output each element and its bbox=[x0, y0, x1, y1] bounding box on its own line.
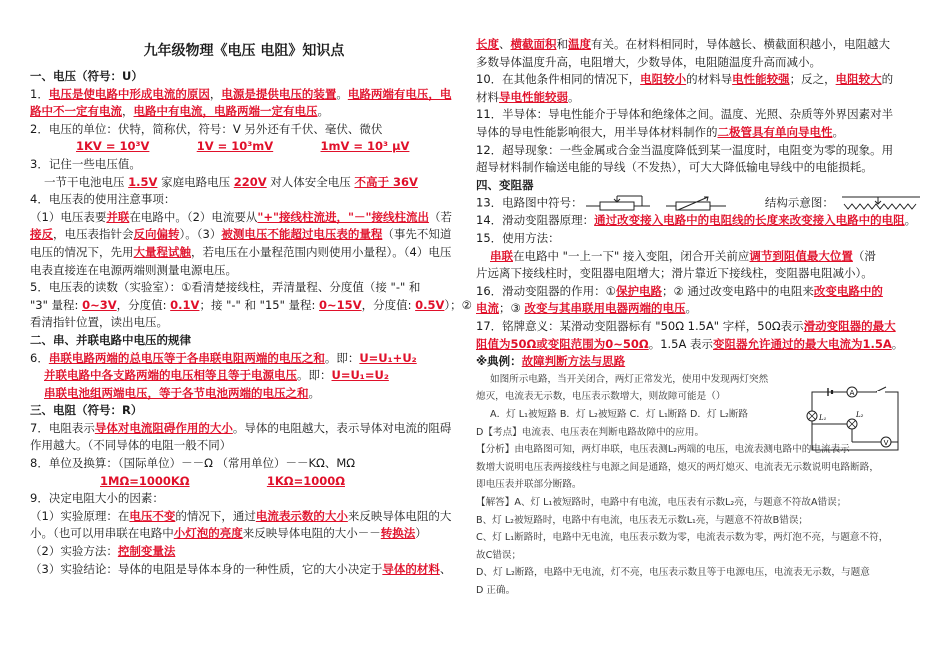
paragraph-6b bbox=[30, 367, 458, 385]
highlight: 串联电路两端的总电压等于各串联电阻两端的电压之和 bbox=[48, 350, 325, 365]
text: ；反之， bbox=[789, 72, 836, 87]
highlight: 转换法 bbox=[380, 526, 416, 541]
example-line-13: D 正确。 bbox=[476, 584, 516, 596]
highlight: 串联电池组两端电压，等于各节电池两端的电压之和 bbox=[44, 385, 309, 400]
circuit-diagram bbox=[806, 384, 906, 456]
text: 有关。在材料相同时，导体越长、横截面积越小，电阻越大 bbox=[591, 37, 890, 51]
highlight: 电流 bbox=[476, 301, 499, 316]
text: 。 bbox=[685, 301, 697, 316]
paragraph-15c: 片远离下接线柱时，变阻器电阻增大；滑片靠近下接线柱，变阻器电阻减小）。 bbox=[476, 266, 873, 281]
conversion: 1KΩ=1000Ω bbox=[266, 473, 345, 488]
text: 。 bbox=[317, 104, 329, 119]
text: ） bbox=[415, 526, 427, 541]
rheostat-structure-icon bbox=[838, 194, 924, 212]
example-line-9: B、灯 L₂被短路时，电路中有电流，电压表无示数L₁亮，与题意不符故B错误； bbox=[476, 514, 808, 526]
text: ，电压表指针会 bbox=[53, 227, 134, 242]
highlight: 接反 bbox=[30, 227, 53, 242]
value: 0.1V bbox=[170, 297, 200, 312]
highlight: 改变与其串联用电器两端的电压 bbox=[524, 301, 686, 316]
paragraph-2: 2．电压的单位：伏特，简称伏，符号：V 另外还有千伏、毫伏、微伏 bbox=[30, 121, 383, 136]
text: 小。（也可以用串联在电路中 bbox=[30, 526, 174, 541]
highlight: 变阻器允许通过的最大电流为1.5A bbox=[713, 336, 892, 351]
paragraph-4b bbox=[30, 226, 458, 244]
text: ※典例： bbox=[476, 354, 522, 369]
text: ，分度值: bbox=[116, 297, 171, 312]
text: 家庭电路电压 bbox=[157, 174, 234, 189]
text: 14．滑动变阻器原理： bbox=[476, 213, 595, 228]
conversion: 1mV = 10³ μV bbox=[320, 139, 410, 154]
conversion: 1KV = 10³V bbox=[76, 139, 150, 154]
text: （3）实验结论：导体的电阻是导体本身的一种性质，它的大小决定于 bbox=[30, 561, 383, 576]
text: ，若电压在小量程范围内则使用小量程）。（4）电压 bbox=[191, 244, 452, 259]
highlight: 并联电路中各支路两端的电压相等且等于电源电压 bbox=[44, 368, 297, 383]
voltmeter-label: V bbox=[883, 439, 889, 447]
text: 。 bbox=[832, 124, 844, 139]
lamp-2-label: L₂ bbox=[856, 411, 864, 419]
text: （2）实验方法： bbox=[30, 544, 118, 559]
text: 对人体安全电压 bbox=[266, 174, 355, 189]
text: ；② 通过改变电路中的电阻来 bbox=[661, 283, 814, 298]
lamp-1-label: L₁ bbox=[819, 414, 827, 422]
highlight: 电压不变 bbox=[129, 508, 176, 523]
example-line-5: 【分析】由电路图可知，两灯串联，电压表测L₂两端的电压，电流表测电路中的电流表示 bbox=[476, 444, 850, 456]
value: 0~3V bbox=[82, 297, 117, 312]
ammeter-label: A bbox=[849, 389, 855, 397]
text: 。 bbox=[904, 213, 917, 228]
section-voltage-heading: 一、电压（符号：U） bbox=[30, 69, 143, 83]
highlight: 电压是使电路中形成电流的原因 bbox=[48, 86, 210, 101]
paragraph-4c bbox=[30, 244, 458, 262]
highlight: 电阻较大 bbox=[835, 72, 882, 87]
highlight: 二极管具有单向导电性 bbox=[717, 124, 833, 139]
text: 电压的情况下，先用 bbox=[30, 244, 134, 259]
paragraph-17 bbox=[476, 318, 906, 336]
highlight: 电阻较小 bbox=[640, 72, 687, 87]
text: 的情况下，通过 bbox=[175, 508, 256, 523]
paragraph-4a bbox=[30, 209, 458, 227]
highlight: 控制变量法 bbox=[117, 544, 176, 559]
highlight: 保护电路 bbox=[615, 283, 662, 298]
highlight: 小灯泡的亮度 bbox=[173, 526, 243, 541]
highlight: 串联 bbox=[490, 248, 513, 263]
text: ， bbox=[122, 104, 134, 119]
paragraph-16b bbox=[476, 300, 906, 318]
highlight: 反向偏转 bbox=[133, 227, 180, 242]
paragraph-8: 8．单位及换算：（国际单位）－－Ω （常用单位）－－KΩ、MΩ bbox=[30, 456, 356, 471]
section-resistance-heading: 三、电阻（符号：R） bbox=[30, 403, 143, 418]
example-line-2: 熄灭，电流表无示数，电压表示数增大，则故障可能是（） bbox=[476, 391, 726, 403]
paragraph-9d bbox=[30, 561, 458, 579]
example-line-12: D、灯 L₂断路，电路中无电流，灯不亮，电压表示数且等于电源电压，电流表无示数，与题意 bbox=[476, 567, 870, 579]
text: 。导体的电阻越大，表示导体对电流的阻碍 bbox=[232, 420, 452, 435]
highlight: 温度 bbox=[568, 37, 591, 51]
text: 和 bbox=[556, 37, 568, 51]
text: 、 bbox=[499, 37, 511, 51]
example-heading bbox=[476, 353, 906, 371]
section-rheostat-heading: 四、变阻器 bbox=[476, 177, 534, 192]
rheostat-symbol-icon bbox=[586, 195, 652, 211]
value: 1.5V bbox=[128, 174, 158, 189]
value: 0~15V bbox=[319, 297, 362, 312]
text: 6． bbox=[30, 350, 49, 365]
text: 。 bbox=[336, 86, 348, 101]
paragraph-12b: 超导材料制作输送电能的导线（不发热），可大大降低输电导线中的电能损耗。 bbox=[476, 160, 873, 175]
formula: U=U₁=U₂ bbox=[331, 368, 389, 383]
text: 。1.5A 表示 bbox=[648, 336, 714, 351]
paragraph-9a bbox=[30, 508, 458, 526]
text: 一节干电池电压 bbox=[44, 174, 129, 189]
conversion: 1MΩ=1000KΩ bbox=[100, 473, 190, 488]
example-line-8: 【解答】A、灯 L₁被短路时，电路中有电流，电压表有示数L₂亮，与题意不符故A错误； bbox=[476, 496, 847, 508]
text: 1． bbox=[30, 86, 49, 101]
example-options: A．灯 L₁被短路 B．灯 L₂被短路 C．灯 L₁断路 D．灯 L₂断路 bbox=[490, 408, 749, 420]
text: ， bbox=[209, 86, 222, 101]
text: 导体的导电性能影响很大，用半导体材料制作的 bbox=[476, 124, 718, 139]
text: ；接 "-" 和 "15" 量程: bbox=[199, 297, 320, 312]
paragraph-1b bbox=[30, 103, 458, 121]
text: 来反映导体电阻的大小－－ bbox=[242, 526, 381, 541]
paragraph-15b bbox=[476, 248, 906, 266]
text: ；③ bbox=[499, 301, 525, 316]
paragraph-12: 12．超导现象：一些金属或合金当温度降低到某一温度时，电阻变为零的现象。用 bbox=[476, 142, 894, 157]
highlight: "+"接线柱流进，"－"接线柱流出 bbox=[257, 209, 430, 224]
text: 在电路中。（2）电流要从 bbox=[129, 209, 258, 224]
text: 的材料导 bbox=[686, 72, 733, 87]
paragraph-6 bbox=[30, 350, 458, 368]
text: 材料 bbox=[476, 89, 499, 104]
paragraph-14 bbox=[476, 212, 917, 230]
highlight: 路中不一定有电流 bbox=[30, 104, 122, 119]
example-line-1: 如图所示电路，当开关闭合，两灯正常发光，使用中发现两灯突然 bbox=[490, 373, 769, 385]
paragraph-4d: 电表直接连在电源两端则测量电源电压。 bbox=[30, 262, 237, 277]
paragraph-5: 5．电压表的读数（实验室）：①看清楚接线柱，弄清量程、分度值（接 "-" 和 bbox=[30, 280, 421, 295]
value: 不高于 36V bbox=[354, 174, 418, 189]
paragraph-7b: 作用越大。（不同导体的电阻一般不同） bbox=[30, 438, 232, 453]
highlight: 电流表示数的大小 bbox=[255, 508, 348, 523]
text: 。即： bbox=[324, 350, 360, 365]
paragraph-3: 3．记住一些电压值。 bbox=[30, 156, 141, 171]
text: ）；② bbox=[444, 297, 472, 312]
paragraph-3b bbox=[30, 174, 458, 192]
paragraph-10b bbox=[476, 89, 906, 107]
text: 。 bbox=[568, 89, 580, 104]
example-line-11: 故C错误； bbox=[476, 549, 522, 561]
highlight: 被测电压不能超过电压表的量程 bbox=[221, 227, 383, 242]
highlight: 故障判断方法与思路 bbox=[521, 354, 626, 369]
value: 220V bbox=[233, 174, 267, 189]
paragraph-6c bbox=[30, 385, 458, 403]
paragraph-9c bbox=[30, 543, 458, 561]
text: 。即： bbox=[297, 368, 332, 383]
example-line-7: 即电压表并联部分断路。 bbox=[476, 479, 582, 491]
paragraph-r1b: 多数导体温度升高，电阻增大，少数导体，电阻随温度升高而减小。 bbox=[476, 54, 821, 69]
highlight: 滑动变阻器的最大 bbox=[803, 319, 896, 333]
highlight: 阻值为50Ω或变阻范围为0~50Ω bbox=[476, 336, 649, 351]
text: （若 bbox=[429, 209, 453, 224]
paragraph-1 bbox=[30, 86, 458, 104]
resistance-conversions bbox=[30, 473, 458, 491]
text: 结构示意图： bbox=[764, 195, 834, 210]
highlight: 导体的材料 bbox=[382, 561, 440, 576]
conversion: 1V = 10³mV bbox=[196, 139, 274, 154]
text: 17．铭牌意义：某滑动变阻器标有 "50Ω 1.5A" 字样，50Ω表示 bbox=[476, 319, 804, 333]
paragraph-5c: 看清指针位置，读出电压。 bbox=[30, 315, 168, 330]
highlight: 大量程试触 bbox=[133, 244, 191, 259]
text: （事先不知道 bbox=[382, 227, 452, 242]
rheostat-symbol-alt-icon bbox=[666, 195, 728, 211]
text: 、 bbox=[439, 561, 452, 576]
voltage-conversions bbox=[30, 138, 458, 156]
highlight: 电源是提供电压的装置 bbox=[221, 86, 337, 101]
highlight: 电路两端有电压，电 bbox=[347, 86, 452, 101]
text: 的 bbox=[881, 72, 894, 87]
highlight: 通过改变接入电路中的电阻线的长度来改变接入电路中的电阻 bbox=[594, 213, 905, 228]
paragraph-7 bbox=[30, 420, 458, 438]
highlight: 并联 bbox=[106, 209, 130, 224]
paragraph-5b bbox=[30, 297, 472, 315]
paragraph-r1 bbox=[476, 36, 906, 54]
paragraph-9b bbox=[30, 525, 458, 543]
text: 16．滑动变阻器的作用：① bbox=[476, 283, 616, 298]
right-column bbox=[476, 36, 917, 600]
highlight: 电路中有电流，电路两端一定有电压 bbox=[133, 104, 318, 119]
text: 。 bbox=[308, 385, 320, 400]
text: 10．在其他条件相同的情况下， bbox=[476, 72, 641, 87]
paragraph-11: 11．半导体：导电性能介于导体和绝缘体之间。温度、光照、杂质等外界因素对半 bbox=[476, 107, 894, 122]
paragraph-16 bbox=[476, 283, 906, 301]
highlight: 电性能较强 bbox=[732, 72, 790, 87]
highlight: 长度 bbox=[476, 37, 499, 51]
text: 13．电路图中符号： bbox=[476, 195, 583, 210]
paragraph-17b bbox=[476, 336, 906, 354]
page-title: 九年级物理《电压 电阻》知识点 bbox=[143, 43, 345, 59]
highlight: 导电性能较弱 bbox=[499, 89, 568, 104]
text: ，分度值: bbox=[361, 297, 416, 312]
highlight: 横截面积 bbox=[510, 37, 557, 51]
text: 7．电阻表示 bbox=[30, 420, 95, 435]
left-column bbox=[30, 0, 472, 578]
paragraph-11b bbox=[476, 124, 906, 142]
section-series-parallel-heading: 二、串、并联电路中电压的规律 bbox=[30, 332, 191, 347]
value: 0.5V bbox=[415, 297, 445, 312]
text: （1）电压表要 bbox=[30, 209, 107, 224]
text: 。 bbox=[891, 336, 904, 351]
highlight: 调节到阻值最大位置 bbox=[749, 248, 853, 263]
paragraph-15: 15．使用方法： bbox=[476, 231, 560, 246]
example-line-4: D【考点】电流表、电压表在判断电路故障中的应用。 bbox=[476, 426, 705, 438]
text: "3" 量程: bbox=[30, 297, 83, 312]
highlight: 导体对电流阻碍作用的大小 bbox=[94, 420, 233, 435]
paragraph-9: 9．决定电阻大小的因素： bbox=[30, 491, 164, 506]
paragraph-13 bbox=[476, 194, 906, 212]
text: （1）实验原理：在 bbox=[30, 508, 130, 523]
text: （滑 bbox=[852, 248, 876, 263]
formula: U=U₁+U₂ bbox=[359, 350, 417, 365]
text: 来反映导体电阻的大 bbox=[347, 508, 452, 523]
paragraph-4: 4．电压表的使用注意事项： bbox=[30, 192, 176, 207]
text: 在电路中 "一上一下" 接入变阻，闭合开关前应 bbox=[513, 248, 750, 263]
example-line-10: C、灯 L₁断路时，电路中无电流，电压表示数为零，电流表示数为零，两灯泡不亮，与题意不符， bbox=[476, 532, 889, 544]
paragraph-10 bbox=[476, 71, 906, 89]
highlight: 改变电路中的 bbox=[813, 283, 883, 298]
example-line-6: 数增大说明电压表两接线柱与电源之间是通路，熄灭的两灯熄灭、电流表无示数说明电路断路， bbox=[476, 461, 879, 473]
text: ）。（3） bbox=[179, 227, 222, 242]
